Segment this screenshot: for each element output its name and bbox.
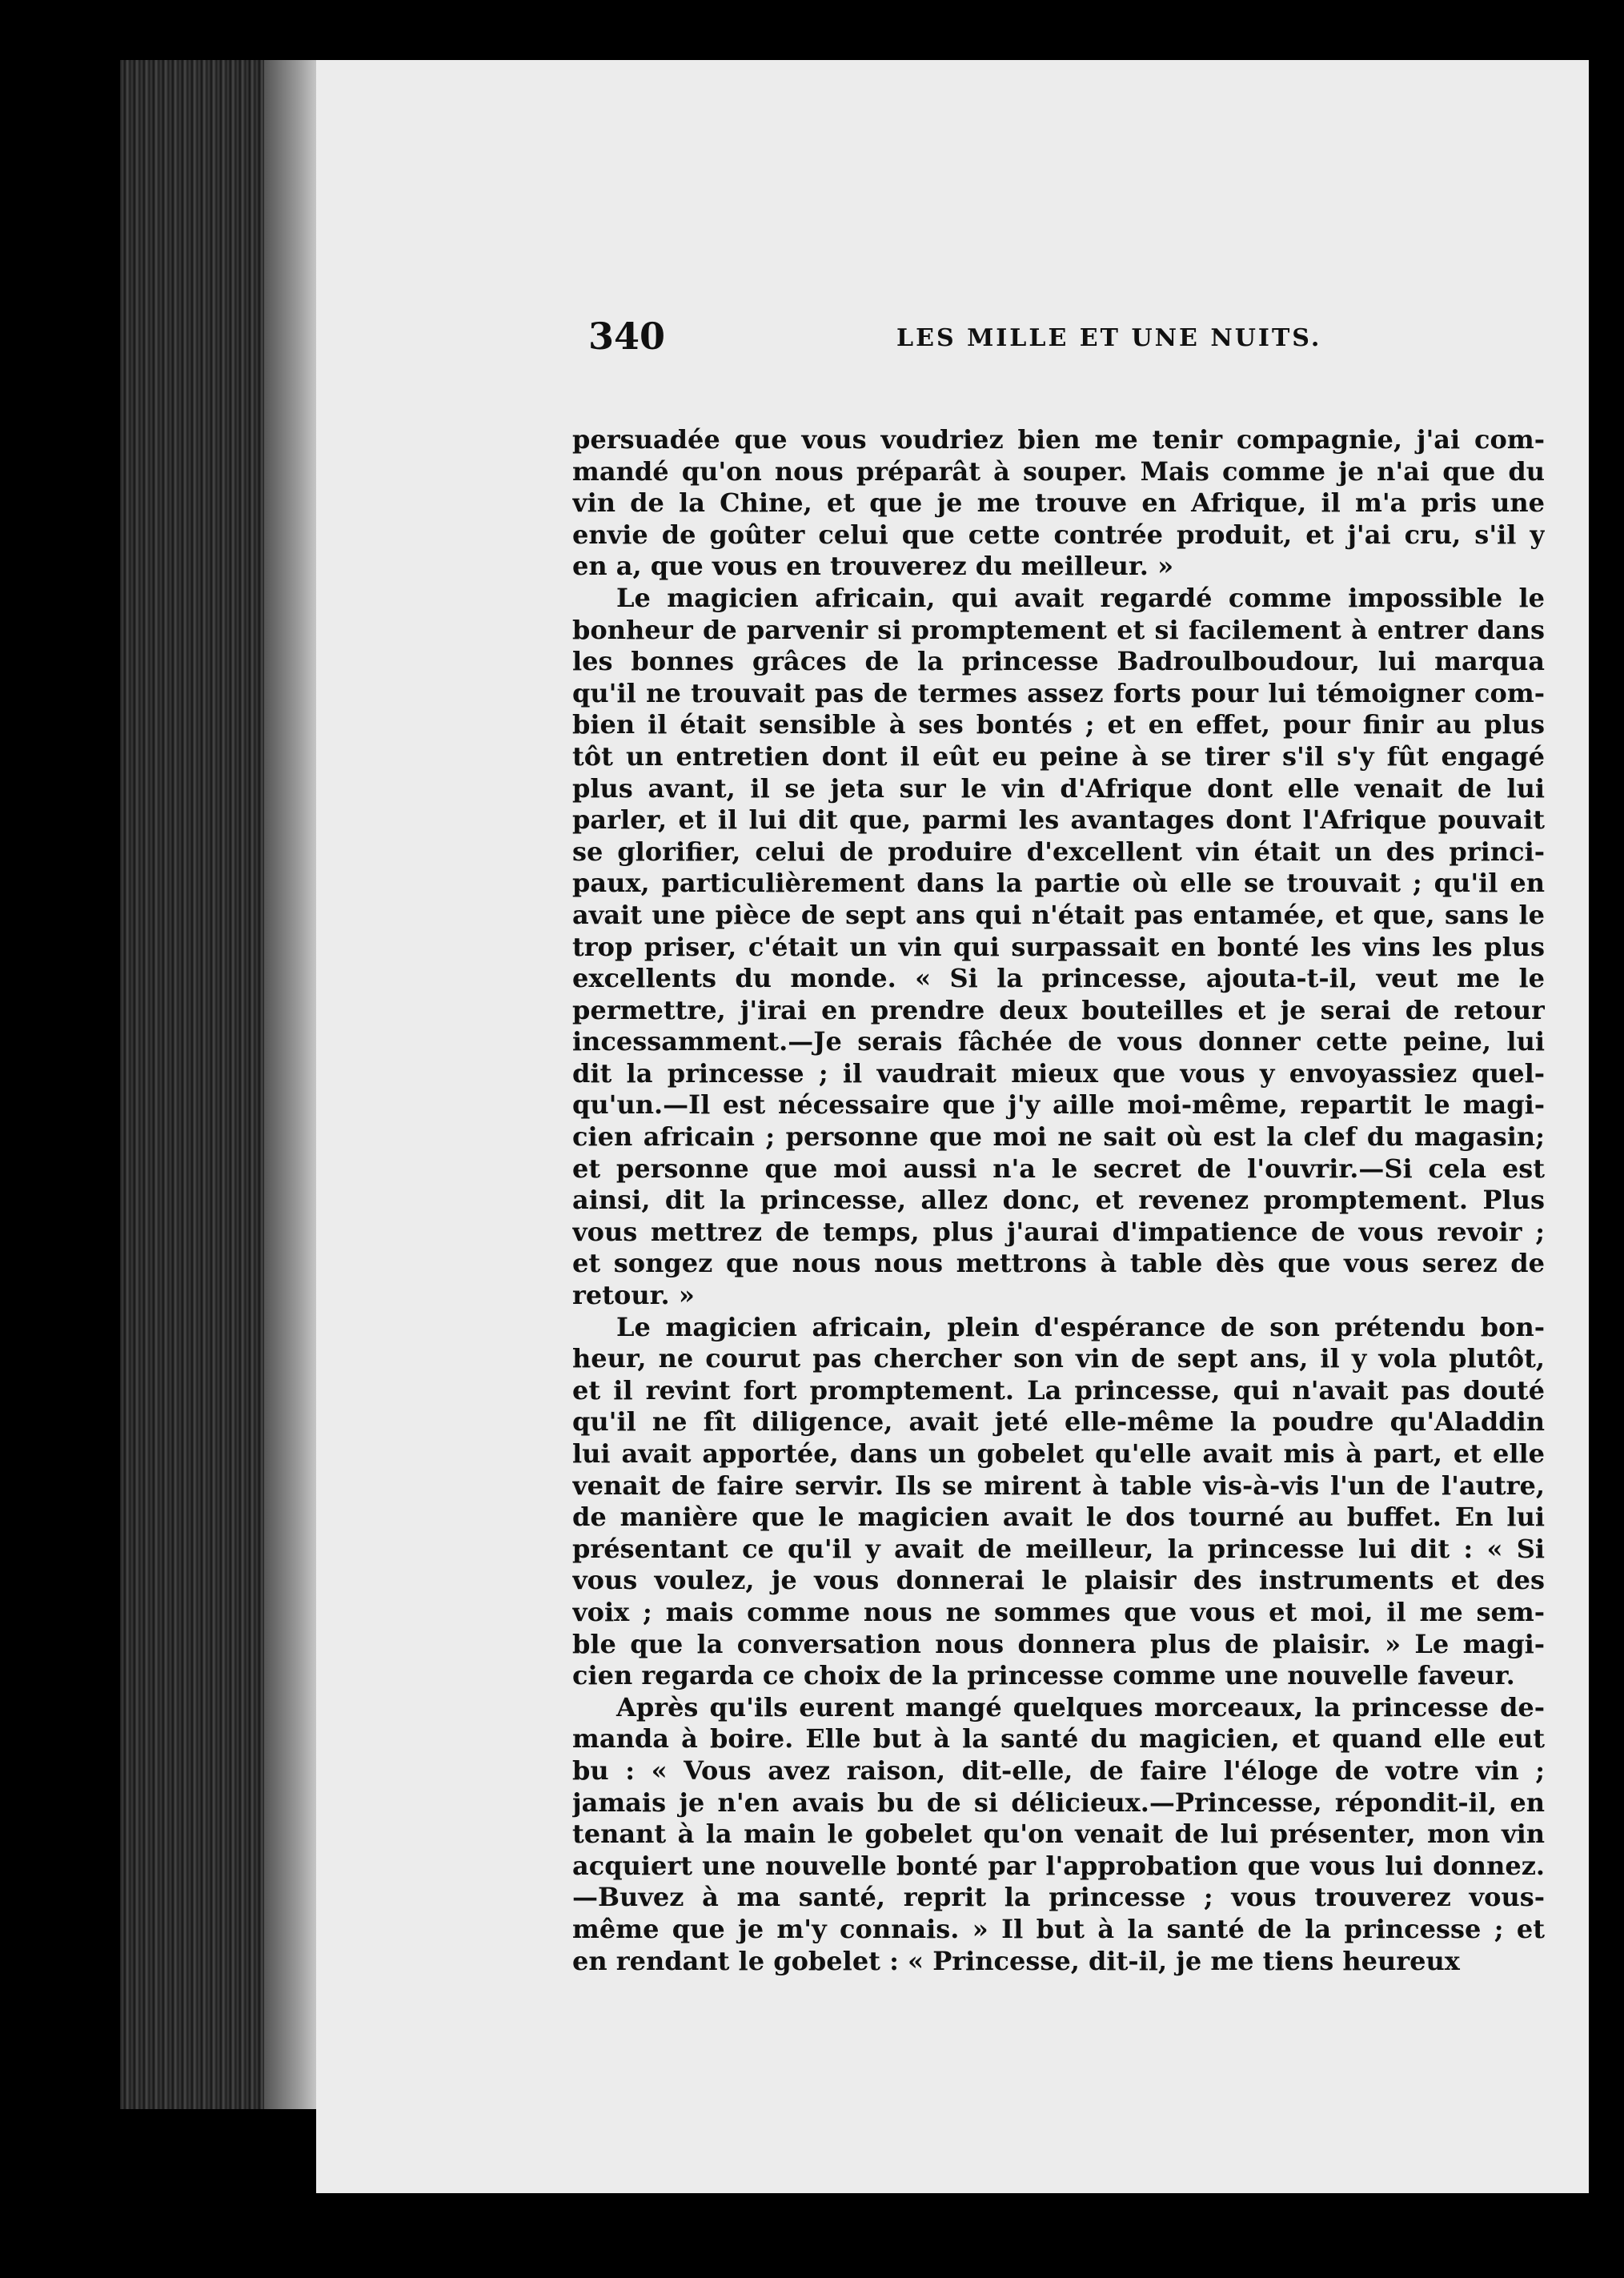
text-line: envie de goûter celui que cette contrée produit, et j'ai cru, s'il y bbox=[572, 519, 1545, 550]
text-line: en a, que vous en trouverez du meilleur. » bbox=[572, 551, 1174, 582]
text-line: présentant ce qu'il y avait de meilleur, la princesse lui dit : « Si bbox=[572, 1533, 1545, 1564]
text-line: paux, particulièrement dans la partie où elle se trouvait ; qu'il en bbox=[572, 868, 1545, 899]
text-line: dit la princesse ; il vaudrait mieux que vous y envoyassiez quel- bbox=[572, 1057, 1545, 1089]
text-line: ainsi, dit la princesse, allez donc, et revenez promptement. Plus bbox=[572, 1185, 1545, 1216]
text-line: parler, et il lui dit que, parmi les avantages dont l'Afrique pouvait bbox=[572, 804, 1545, 836]
text-line: de manière que le magicien avait le dos tourné au buffet. En lui bbox=[572, 1502, 1545, 1533]
text-line: acquiert une nouvelle bonté par l'approbation que vous lui donnez. bbox=[572, 1850, 1545, 1881]
text-line: retour. » bbox=[572, 1280, 695, 1311]
text-line: jamais je n'en avais bu de si délicieux.—Princesse, répondit-il, en bbox=[572, 1787, 1545, 1818]
text-line: et il revint fort promptement. La princesse, qui n'avait pas douté bbox=[572, 1374, 1545, 1406]
text-line: heur, ne courut pas chercher son vin de sept ans, il y vola plutôt, bbox=[572, 1343, 1545, 1374]
page-number: 340 bbox=[588, 315, 666, 358]
text-line: qu'il ne fît diligence, avait jeté elle-même la poudre qu'Aladdin bbox=[572, 1406, 1545, 1438]
text-line: même que je m'y connais. » Il but à la santé de la princesse ; et bbox=[572, 1913, 1545, 1944]
text-line: qu'il ne trouvait pas de termes assez forts pour lui témoigner com- bbox=[572, 677, 1545, 708]
text-line: plus avant, il se jeta sur le vin d'Afrique dont elle venait de lui bbox=[572, 772, 1545, 804]
text-line: persuadée que vous voudriez bien me tenir compagnie, j'ai com- bbox=[572, 424, 1545, 455]
text-line: trop priser, c'était un vin qui surpassait en bonté les vins les plus bbox=[572, 931, 1545, 962]
text-line: cien africain ; personne que moi ne sait où est la clef du magasin; bbox=[572, 1121, 1545, 1153]
paragraph bbox=[572, 1312, 1545, 1692]
book-page bbox=[316, 60, 1589, 2193]
page-gutter-shadow bbox=[264, 60, 320, 2109]
running-head bbox=[588, 315, 1565, 371]
text-line: qu'un.—Il est nécessaire que j'y aille moi-même, repartit le magi- bbox=[572, 1089, 1545, 1121]
text-line: bu : « Vous avez raison, dit-elle, de faire l'éloge de votre vin ; bbox=[572, 1755, 1545, 1786]
text-line: tenant à la main le gobelet qu'on venait de lui présenter, mon vin bbox=[572, 1819, 1545, 1850]
paragraph bbox=[572, 1692, 1545, 1977]
text-line: les bonnes grâces de la princesse Badroulboudour, lui marqua bbox=[572, 646, 1545, 677]
text-line: mandé qu'on nous préparât à souper. Mais comme je n'ai que du bbox=[572, 455, 1545, 487]
text-line: cien regarda ce choix de la princesse comme une nouvelle faveur. bbox=[572, 1660, 1515, 1691]
text-line: vous voulez, je vous donnerai le plaisir des instruments et des bbox=[572, 1565, 1545, 1596]
text-line: permettre, j'irai en prendre deux bouteilles et je serai de retour bbox=[572, 994, 1545, 1025]
text-line: et personne que moi aussi n'a le secret de l'ouvrir.—Si cela est bbox=[572, 1153, 1545, 1184]
text-line: excellents du monde. « Si la princesse, ajouta-t-il, veut me le bbox=[572, 963, 1545, 994]
text-line: venait de faire servir. Ils se mirent à table vis-à-vis l'un de l'autre, bbox=[572, 1470, 1545, 1501]
body-text bbox=[572, 424, 1545, 1977]
text-line: Le magicien africain, qui avait regardé comme impossible le bbox=[616, 582, 1545, 613]
text-line: bien il était sensible à ses bontés ; et en effet, pour finir au plus bbox=[572, 709, 1545, 740]
text-line: Le magicien africain, plein d'espérance de son prétendu bon- bbox=[616, 1311, 1545, 1342]
text-line: vous mettrez de temps, plus j'aurai d'impatience de vous revoir ; bbox=[572, 1216, 1545, 1247]
text-line: voix ; mais comme nous ne sommes que vous et moi, il me sem- bbox=[572, 1596, 1545, 1627]
page-header-title: LES MILLE ET UNE NUITS. bbox=[896, 324, 1322, 352]
text-line: Après qu'ils eurent mangé quelques morceaux, la princesse de- bbox=[616, 1691, 1545, 1723]
text-line: incessamment.—Je serais fâchée de vous donner cette peine, lui bbox=[572, 1026, 1545, 1057]
text-line: bonheur de parvenir si promptement et si facilement à entrer dans bbox=[572, 614, 1545, 645]
text-line: ble que la conversation nous donnera plus de plaisir. » Le magi- bbox=[572, 1628, 1545, 1659]
text-line: avait une pièce de sept ans qui n'était pas entamée, et que, sans le bbox=[572, 899, 1545, 930]
text-line: lui avait apportée, dans un gobelet qu'elle avait mis à part, et elle bbox=[572, 1438, 1545, 1469]
text-line: manda à boire. Elle but à la santé du magicien, et quand elle eut bbox=[572, 1723, 1545, 1755]
text-line: en rendant le gobelet : « Princesse, dit-il, je me tiens heureux bbox=[572, 1945, 1460, 1976]
text-line: —Buvez à ma santé, reprit la princesse ; vous trouverez vous- bbox=[572, 1882, 1545, 1913]
paragraph bbox=[572, 583, 1545, 1312]
text-line: se glorifier, celui de produire d'excellent vin était un des princi- bbox=[572, 836, 1545, 867]
text-line: tôt un entretien dont il eût eu peine à se tirer s'il s'y fût engagé bbox=[572, 740, 1545, 772]
text-line: vin de la Chine, et que je me trouve en Afrique, il m'a pris une bbox=[572, 487, 1545, 519]
paragraph bbox=[572, 424, 1545, 583]
text-line: et songez que nous nous mettrons à table dès que vous serez de bbox=[572, 1248, 1545, 1279]
